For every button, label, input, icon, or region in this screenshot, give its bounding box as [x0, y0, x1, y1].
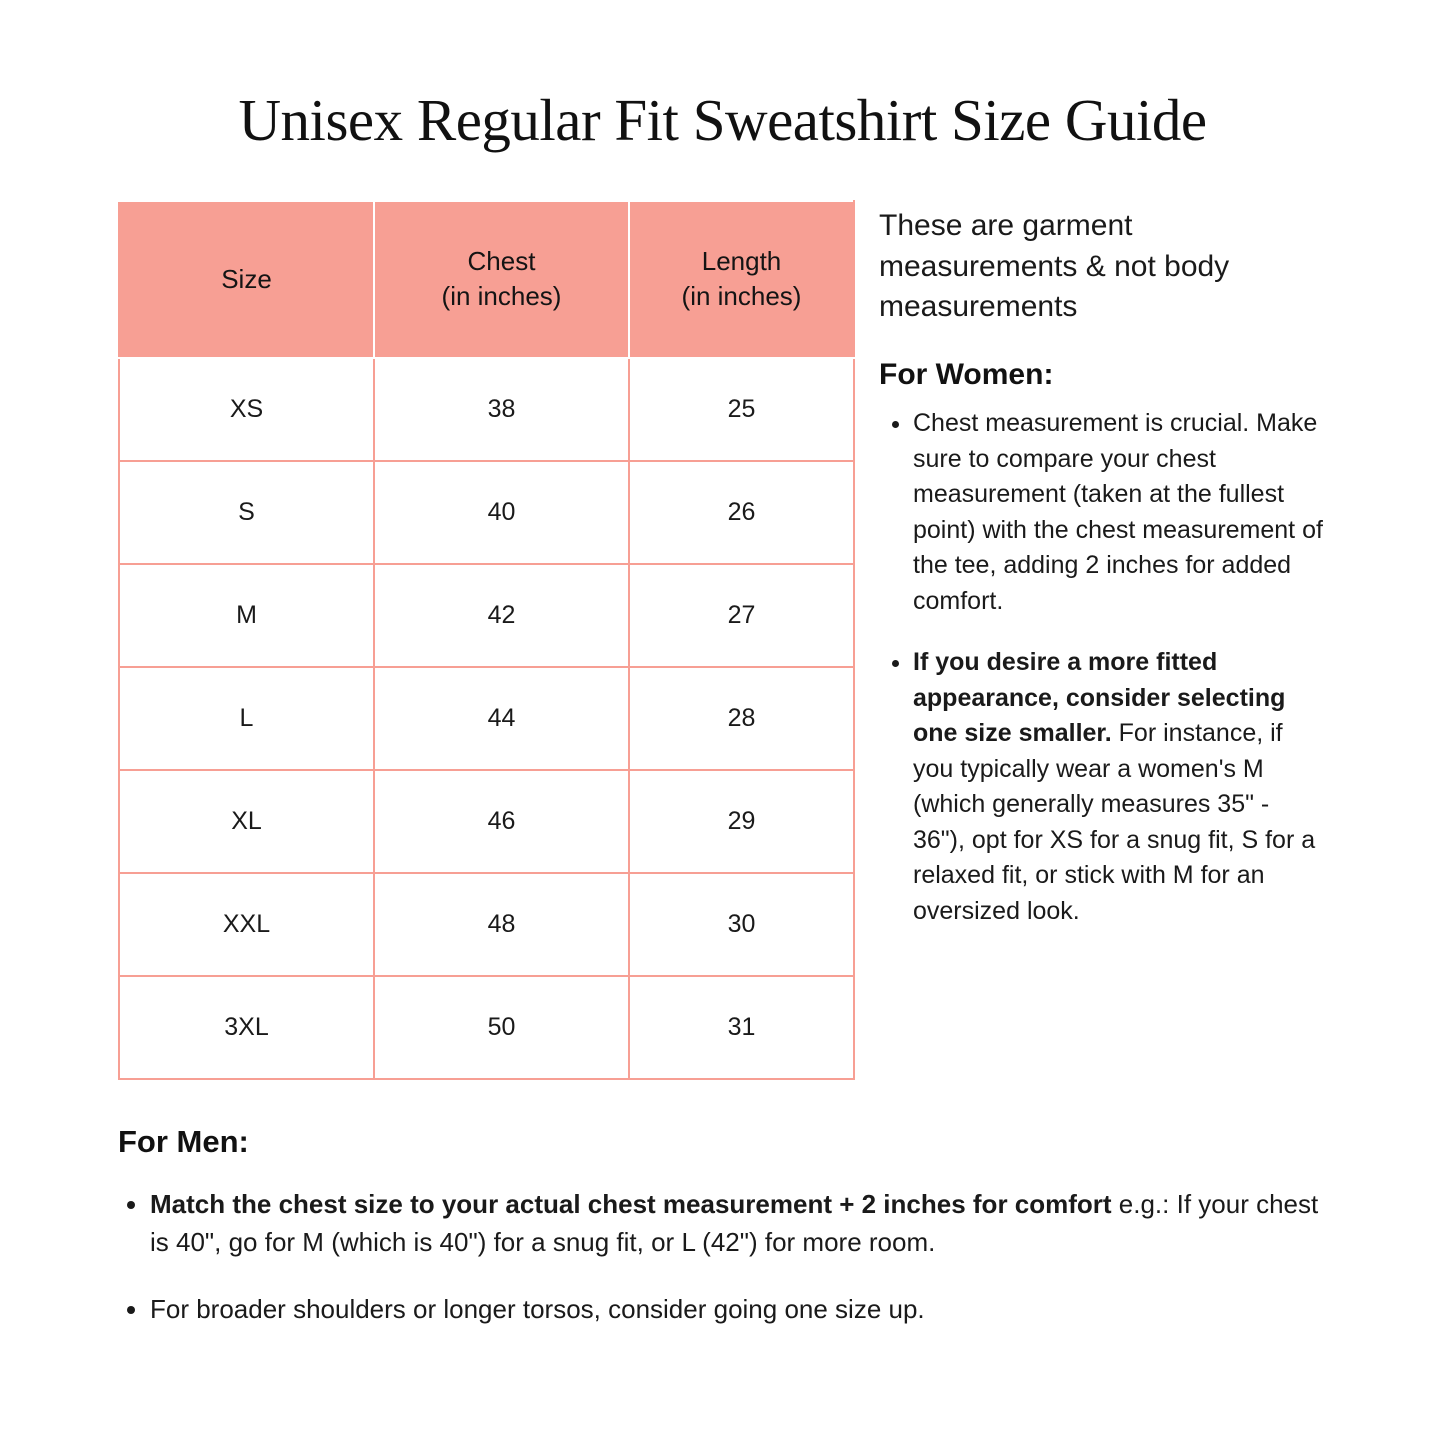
list-item — [150, 1291, 1327, 1329]
table-body — [119, 358, 854, 1079]
cell-length: 26 — [629, 461, 854, 564]
men-bullet-2-text: For broader shoulders or longer torsos, consider going one size up. — [150, 1294, 925, 1325]
cell-length: 27 — [629, 564, 854, 667]
table-header-row — [119, 201, 854, 358]
cell-chest: 40 — [374, 461, 629, 564]
cell-chest: 50 — [374, 976, 629, 1079]
table-row — [119, 358, 854, 461]
size-table — [118, 200, 855, 1080]
cell-size: L — [119, 667, 374, 770]
cell-length: 28 — [629, 667, 854, 770]
table-row — [119, 461, 854, 564]
header-chest-line1: Chest — [467, 246, 536, 277]
header-length — [629, 201, 854, 358]
cell-length: 31 — [629, 976, 854, 1079]
men-section — [118, 1124, 1327, 1329]
right-column — [847, 200, 1327, 929]
table-row — [119, 564, 854, 667]
header-chest-line2: (in inches) — [441, 281, 562, 312]
cell-size: XL — [119, 770, 374, 873]
cell-size: XS — [119, 358, 374, 461]
cell-size: 3XL — [119, 976, 374, 1079]
list-item — [913, 406, 1327, 619]
cell-size: M — [119, 564, 374, 667]
cell-chest: 48 — [374, 873, 629, 976]
cell-chest: 46 — [374, 770, 629, 873]
men-bullet-1-text: e.g.: If your chest is 40", go for M (which is 40") for a snug fit, or L (42") for more room. — [150, 1188, 1319, 1257]
table-row — [119, 667, 854, 770]
table-header — [119, 201, 854, 358]
list-item — [150, 1186, 1327, 1261]
cell-size: XXL — [119, 873, 374, 976]
cell-length: 29 — [629, 770, 854, 873]
women-bullet-2-bold: If you desire a more fitted appearance, consider selecting one size smaller. — [913, 648, 1286, 748]
header-size-line1: Size — [221, 263, 272, 294]
header-chest — [374, 201, 629, 358]
men-bullet-list — [118, 1186, 1327, 1329]
men-heading: For Men: — [118, 1123, 249, 1159]
cell-chest: 42 — [374, 564, 629, 667]
men-bullet-1-bold: Match the chest size to your actual chest measurement + 2 inches for comfort — [150, 1188, 1112, 1219]
header-size — [119, 201, 374, 358]
women-bullet-list — [879, 406, 1327, 929]
cell-size: S — [119, 461, 374, 564]
table-row — [119, 976, 854, 1079]
cell-chest: 38 — [374, 358, 629, 461]
women-bullet-2-text: For instance, if you typically wear a women's M (which generally measures 35" - 36"), opt for XS for a snug fit, S for a relaxed fit, or stick with M for an oversized look. — [913, 719, 1316, 925]
header-length-line1: Length — [701, 246, 782, 277]
women-heading: For Women: — [879, 358, 1054, 392]
cell-length: 30 — [629, 873, 854, 976]
garment-note: These are garment measurements & not body measurements — [879, 208, 1230, 324]
main-content — [118, 200, 1327, 1080]
table-row — [119, 873, 854, 976]
cell-chest: 44 — [374, 667, 629, 770]
size-table-wrapper — [118, 200, 847, 1080]
cell-length: 25 — [629, 358, 854, 461]
women-bullet-1-text: Chest measurement is crucial. Make sure to compare your chest measurement (taken at the fullest point) with the chest measurement of the tee, adding 2 inches for added comfort. — [913, 409, 1323, 615]
page-title: Unisex Regular Fit Sweatshirt Size Guide — [238, 87, 1207, 153]
header-length-line2: (in inches) — [681, 281, 802, 312]
list-item — [913, 645, 1327, 929]
table-row — [119, 770, 854, 873]
